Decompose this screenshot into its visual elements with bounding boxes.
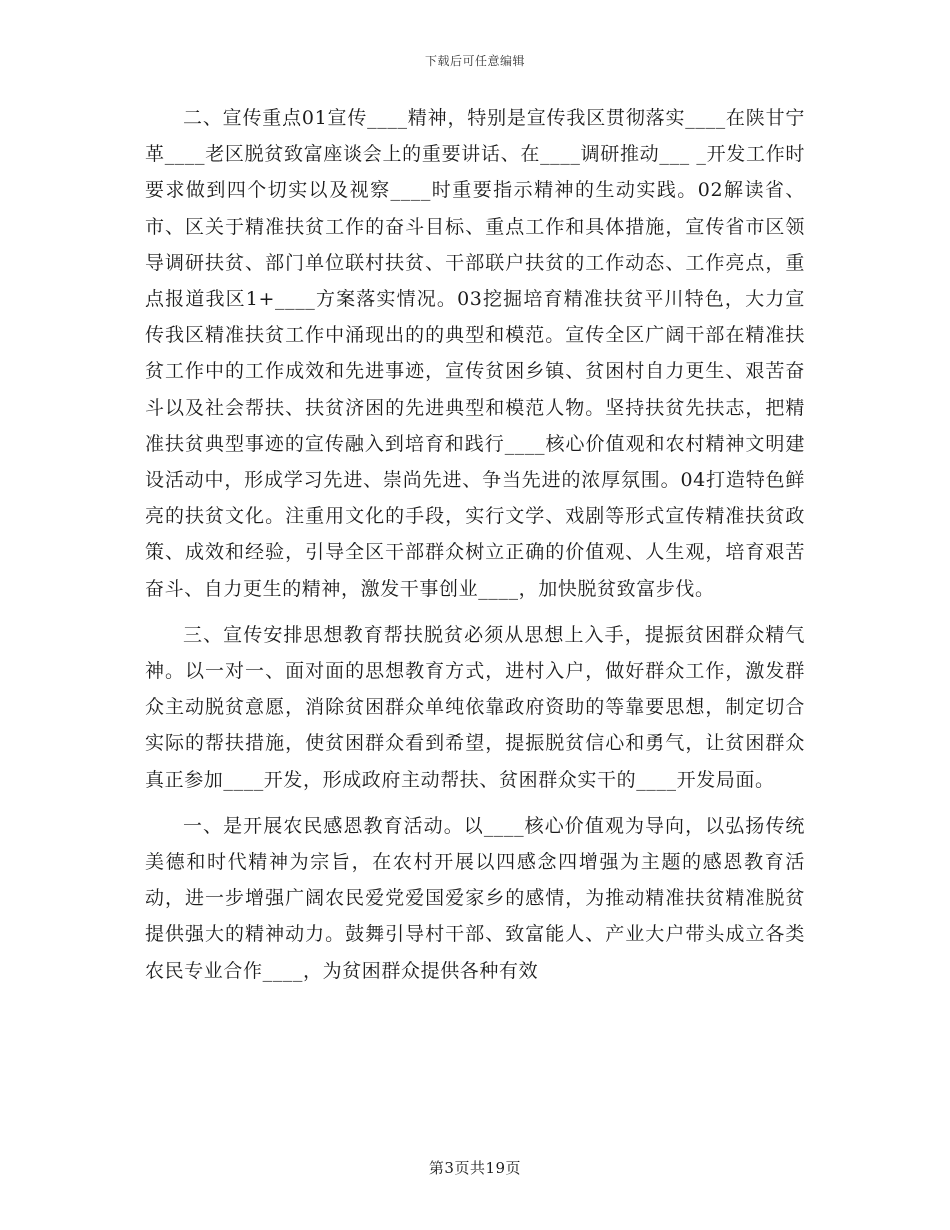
paragraph-gratitude-education: 一、是开展农民感恩教育活动。以____核心价值观为导向，以弘扬传统美德和时代精神为宗旨，在农村开展以四感念四增强为主题的感恩教育活动，进一步增强广阔农民爱党爱国爱家乡的感情，为推动精准扶贫精准脱贫提供强大的精神动力。鼓舞引导村干部、致富能人、产业大户带头成立各类农民专业合作____，为贫困群众提供各种有效 — [145, 814, 805, 982]
page-number-footer: 第3页共19页 — [428, 1159, 522, 1177]
document-body — [145, 100, 805, 999]
paragraph-publicity-arrangement: 三、宣传安排思想教育帮扶脱贫必须从思想上入手，提振贫困群众精气神。以一对一、面对面的思想教育方式，进村入户，做好群众工作，激发群众主动脱贫意愿，消除贫困群众单纯依靠政府资助的等靠要思想，制定切合实际的帮扶措施，使贫困群众看到希望，提振脱贫信心和勇气，让贫困群众真正参加____开发，形成政府主动帮扶、贫困群众实干的____开发局面。 — [145, 623, 805, 791]
paragraph-publicity-focus: 二、宣传重点01宣传____精神，特别是宣传我区贯彻落实____在陕甘宁革____老区脱贫致富座谈会上的重要讲话、在____调研推动___ _开发工作时要求做到四个切实以及视察____时重要指示精神的生动实践。02解读省、市、区关于精准扶贫工作的奋斗目标、重点工作和具体措施，宣传省市区领导调研扶贫、部门单位联村扶贫、干部联户扶贫的工作动态、工作亮点，重点报道我区1+____方案落实情况。03挖掘培育精准扶贫平川特色，大力宣传我区精准扶贫工作中涌现出的的典型和模范。宣传全区广阔干部在精准扶贫工作中的工作成效和先进事迹，宣传贫困乡镇、贫困村自力更生、艰苦奋斗以及社会帮扶、扶贫济困的先进典型和模范人物。坚持扶贫先扶志，把精准扶贫典型事迹的宣传融入到培育和践行____核心价值观和农村精神文明建设活动中，形成学习先进、崇尚先进、争当先进的浓厚氛围。04打造特色鲜亮的扶贫文化。注重用文化的手段，实行文学、戏剧等形式宣传精准扶贫政策、成效和经验，引导全区干部群众树立正确的价值观、人生观，培育艰苦奋斗、自力更生的精神，激发干事创业____，加快脱贫致富步伐。 — [145, 107, 805, 600]
page-header: 下载后可任意编辑 — [424, 54, 525, 68]
